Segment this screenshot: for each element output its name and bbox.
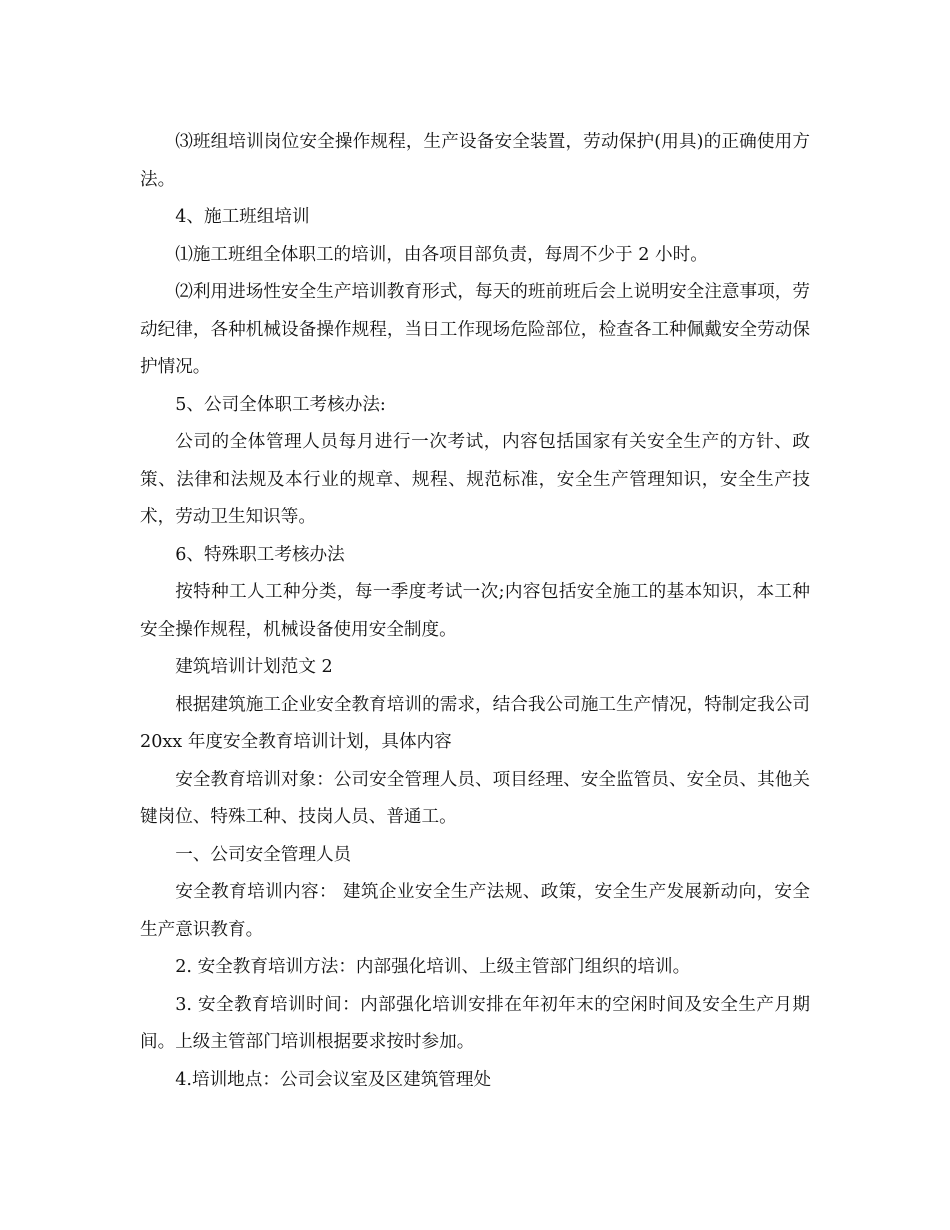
heading-construction-team-training: 4、施工班组培训 xyxy=(175,207,310,227)
paragraph-training-targets: 安全教育培训对象：公司安全管理人员、项目经理、安全监管员、安全员、其他关键岗位、特殊工种、技岗人员、普通工。 xyxy=(140,769,810,827)
heading-sample-2: 建筑培训计划范文 2 xyxy=(175,657,333,677)
paragraph-monthly-exam: 公司的全体管理人员每月进行一次考试，内容包括国家有关安全生产的方针、政策、法律和法规及本行业的规章、规程、规范标准，安全生产管理知识，安全生产技术，劳动卫生知识等。 xyxy=(140,432,810,527)
paragraph-team-all-staff-training: ⑴施工班组全体职工的培训，由各项目部负责，每周不少于 2 小时。 xyxy=(175,244,708,265)
paragraph-daily-safety-briefing: ⑵利用进场性安全生产培训教育形式，每天的班前班后会上说明安全注意事项，劳动纪律，各种机械设备操作规程，当日工作现场危险部位，检查各工种佩戴安全劳动保护情况。 xyxy=(140,282,810,377)
heading-safety-managers: 一、公司安全管理人员 xyxy=(175,844,352,865)
paragraph-training-location: 4.培训地点：公司会议室及区建筑管理处 xyxy=(175,1069,492,1090)
paragraph-quarterly-exam: 按特种工人工种分类，每一季度考试一次;内容包括安全施工的基本知识，本工种安全操作规程，机械设备使用安全制度。 xyxy=(140,582,810,640)
document-body xyxy=(140,124,810,1099)
paragraph-training-time: 3. 安全教育培训时间：内部强化培训安排在年初年末的空闲时间及安全生产月期间。上级主管部门培训根据要求按时参加。 xyxy=(140,994,810,1052)
paragraph-team-training-rules: ⑶班组培训岗位安全操作规程，生产设备安全装置，劳动保护(用具)的正确使用方法。 xyxy=(140,132,810,190)
heading-special-staff-assessment: 6、特殊职工考核办法 xyxy=(175,544,345,565)
heading-company-staff-assessment: 5、公司全体职工考核办法: xyxy=(175,394,386,415)
paragraph-training-method: 2. 安全教育培训方法：内部强化培训、上级主管部门组织的培训。 xyxy=(175,957,691,977)
paragraph-training-content: 安全教育培训内容： 建筑企业安全生产法规、政策，安全生产发展新动向，安全生产意识教育。 xyxy=(140,882,810,940)
paragraph-plan-intro: 根据建筑施工企业安全教育培训的需求，结合我公司施工生产情况，特制定我公司 20xx 年度安全教育培训计划，具体内容 xyxy=(140,694,810,752)
